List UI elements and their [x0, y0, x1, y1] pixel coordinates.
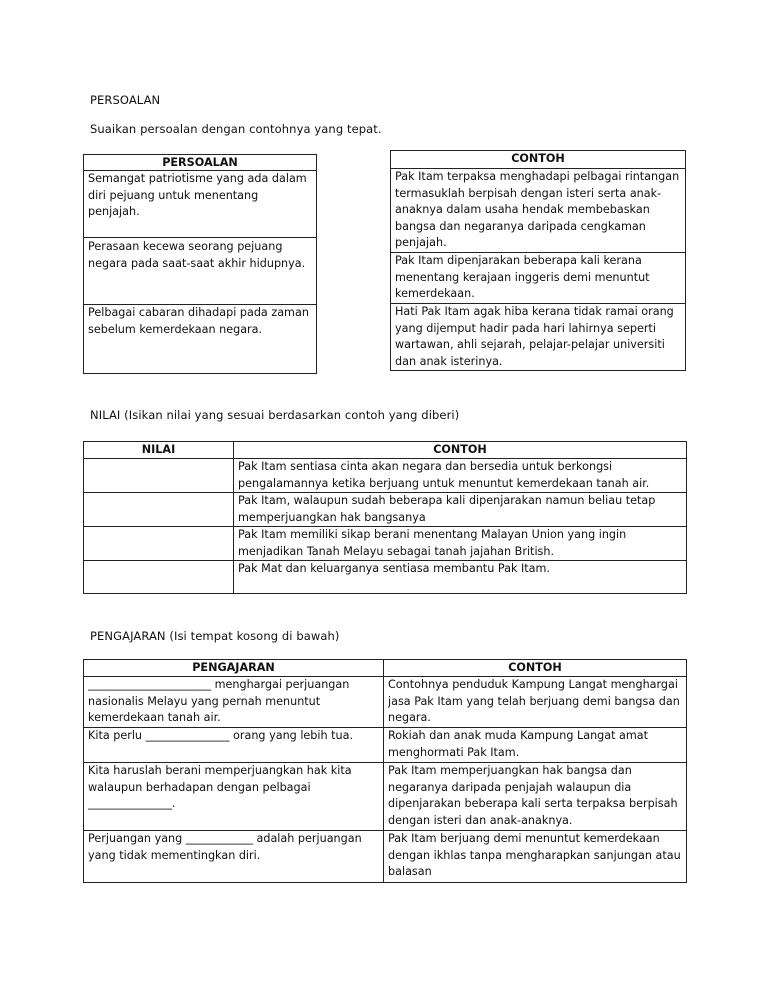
persoalan-cell[interactable]: Semangat patriotisme yang ada dalam diri pejuang untuk menentang penjajah. [84, 171, 317, 238]
pengajaran-cell[interactable]: Perjuangan yang ____________ adalah perjuangan yang tidak mementingkan diri. [84, 831, 384, 883]
persoalan-header: PERSOALAN [84, 155, 317, 171]
section-persoalan-instruction: Suaikan persoalan dengan contohnya yang tepat. [90, 122, 382, 136]
nilai-answer-cell[interactable] [84, 459, 234, 493]
persoalan-cell[interactable]: Pelbagai cabaran dihadapi pada zaman sebelum kemerdekaan negara. [84, 305, 317, 374]
pengajaran-cell[interactable]: ______________________ menghargai perjuangan nasionalis Melayu yang pernah menuntut kemerdekaan tanah air. [84, 677, 384, 728]
nilai-answer-cell[interactable] [84, 493, 234, 527]
contoh-header: CONTOH [234, 442, 687, 459]
pengajaran-cell[interactable]: Kita haruslah berani memperjuangkan hak kita walaupun berhadapan dengan pelbagai _______________. [84, 763, 384, 831]
persoalan-table [83, 154, 317, 374]
contoh-cell: Pak Itam memperjuangkan hak bangsa dan negaranya daripada penjajah walaupun dia dipenjarakan beberapa kali serta terpaksa berpisah dengan isteri dan anak-anaknya. [384, 763, 687, 831]
pengajaran-cell[interactable]: Kita perlu _______________ orang yang lebih tua. [84, 728, 384, 763]
contoh-cell[interactable]: Pak Itam terpaksa menghadapi pelbagai rintangan termasuklah berpisah dengan isteri serta anak-anaknya dalam usaha hendak membebaskan bangsa dan negaranya daripada cengkaman penjajah. [391, 169, 686, 253]
nilai-answer-cell[interactable] [84, 527, 234, 561]
contoh-cell: Pak Itam memiliki sikap berani menentang Malayan Union yang ingin menjadikan Tanah Melayu sebagai tanah jajahan British. [234, 527, 687, 561]
nilai-answer-cell[interactable] [84, 561, 234, 594]
contoh-cell: Pak Itam, walaupun sudah beberapa kali dipenjarakan namun beliau tetap memperjuangkan hak bangsanya [234, 493, 687, 527]
pengajaran-table [83, 659, 687, 883]
persoalan-cell[interactable]: Perasaan kecewa seorang pejuang negara pada saat-saat akhir hidupnya. [84, 238, 317, 305]
contoh-header: CONTOH [391, 151, 686, 169]
contoh-cell: Pak Itam sentiasa cinta akan negara dan bersedia untuk berkongsi pengalamannya ketika berjuang untuk menuntut kemerdekaan tanah air. [234, 459, 687, 493]
nilai-table [83, 441, 687, 594]
contoh-cell: Pak Itam berjuang demi menuntut kemerdekaan dengan ikhlas tanpa mengharapkan sanjungan atau balasan [384, 831, 687, 883]
nilai-header: NILAI [84, 442, 234, 459]
contoh-cell: Pak Mat dan keluarganya sentiasa membantu Pak Itam. [234, 561, 687, 594]
contoh-table-persoalan [390, 150, 686, 371]
contoh-header: CONTOH [384, 660, 687, 677]
contoh-cell: Rokiah dan anak muda Kampung Langat amat menghormati Pak Itam. [384, 728, 687, 763]
contoh-cell: Contohnya penduduk Kampung Langat menghargai jasa Pak Itam yang telah berjuang demi bangsa dan negara. [384, 677, 687, 728]
contoh-cell[interactable]: Hati Pak Itam agak hiba kerana tidak ramai orang yang dijemput hadir pada hari lahirnya seperti wartawan, ahli sejarah, pelajar-pelajar universiti dan anak isterinya. [391, 304, 686, 371]
pengajaran-header: PENGAJARAN [84, 660, 384, 677]
contoh-cell[interactable]: Pak Itam dipenjarakan beberapa kali kerana menentang kerajaan inggeris demi menuntut kemerdekaan. [391, 253, 686, 304]
section-pengajaran-heading: PENGAJARAN (Isi tempat kosong di bawah) [90, 629, 340, 643]
section-nilai-heading: NILAI (Isikan nilai yang sesuai berdasarkan contoh yang diberi) [90, 408, 460, 422]
section-persoalan-heading: PERSOALAN [90, 93, 161, 107]
